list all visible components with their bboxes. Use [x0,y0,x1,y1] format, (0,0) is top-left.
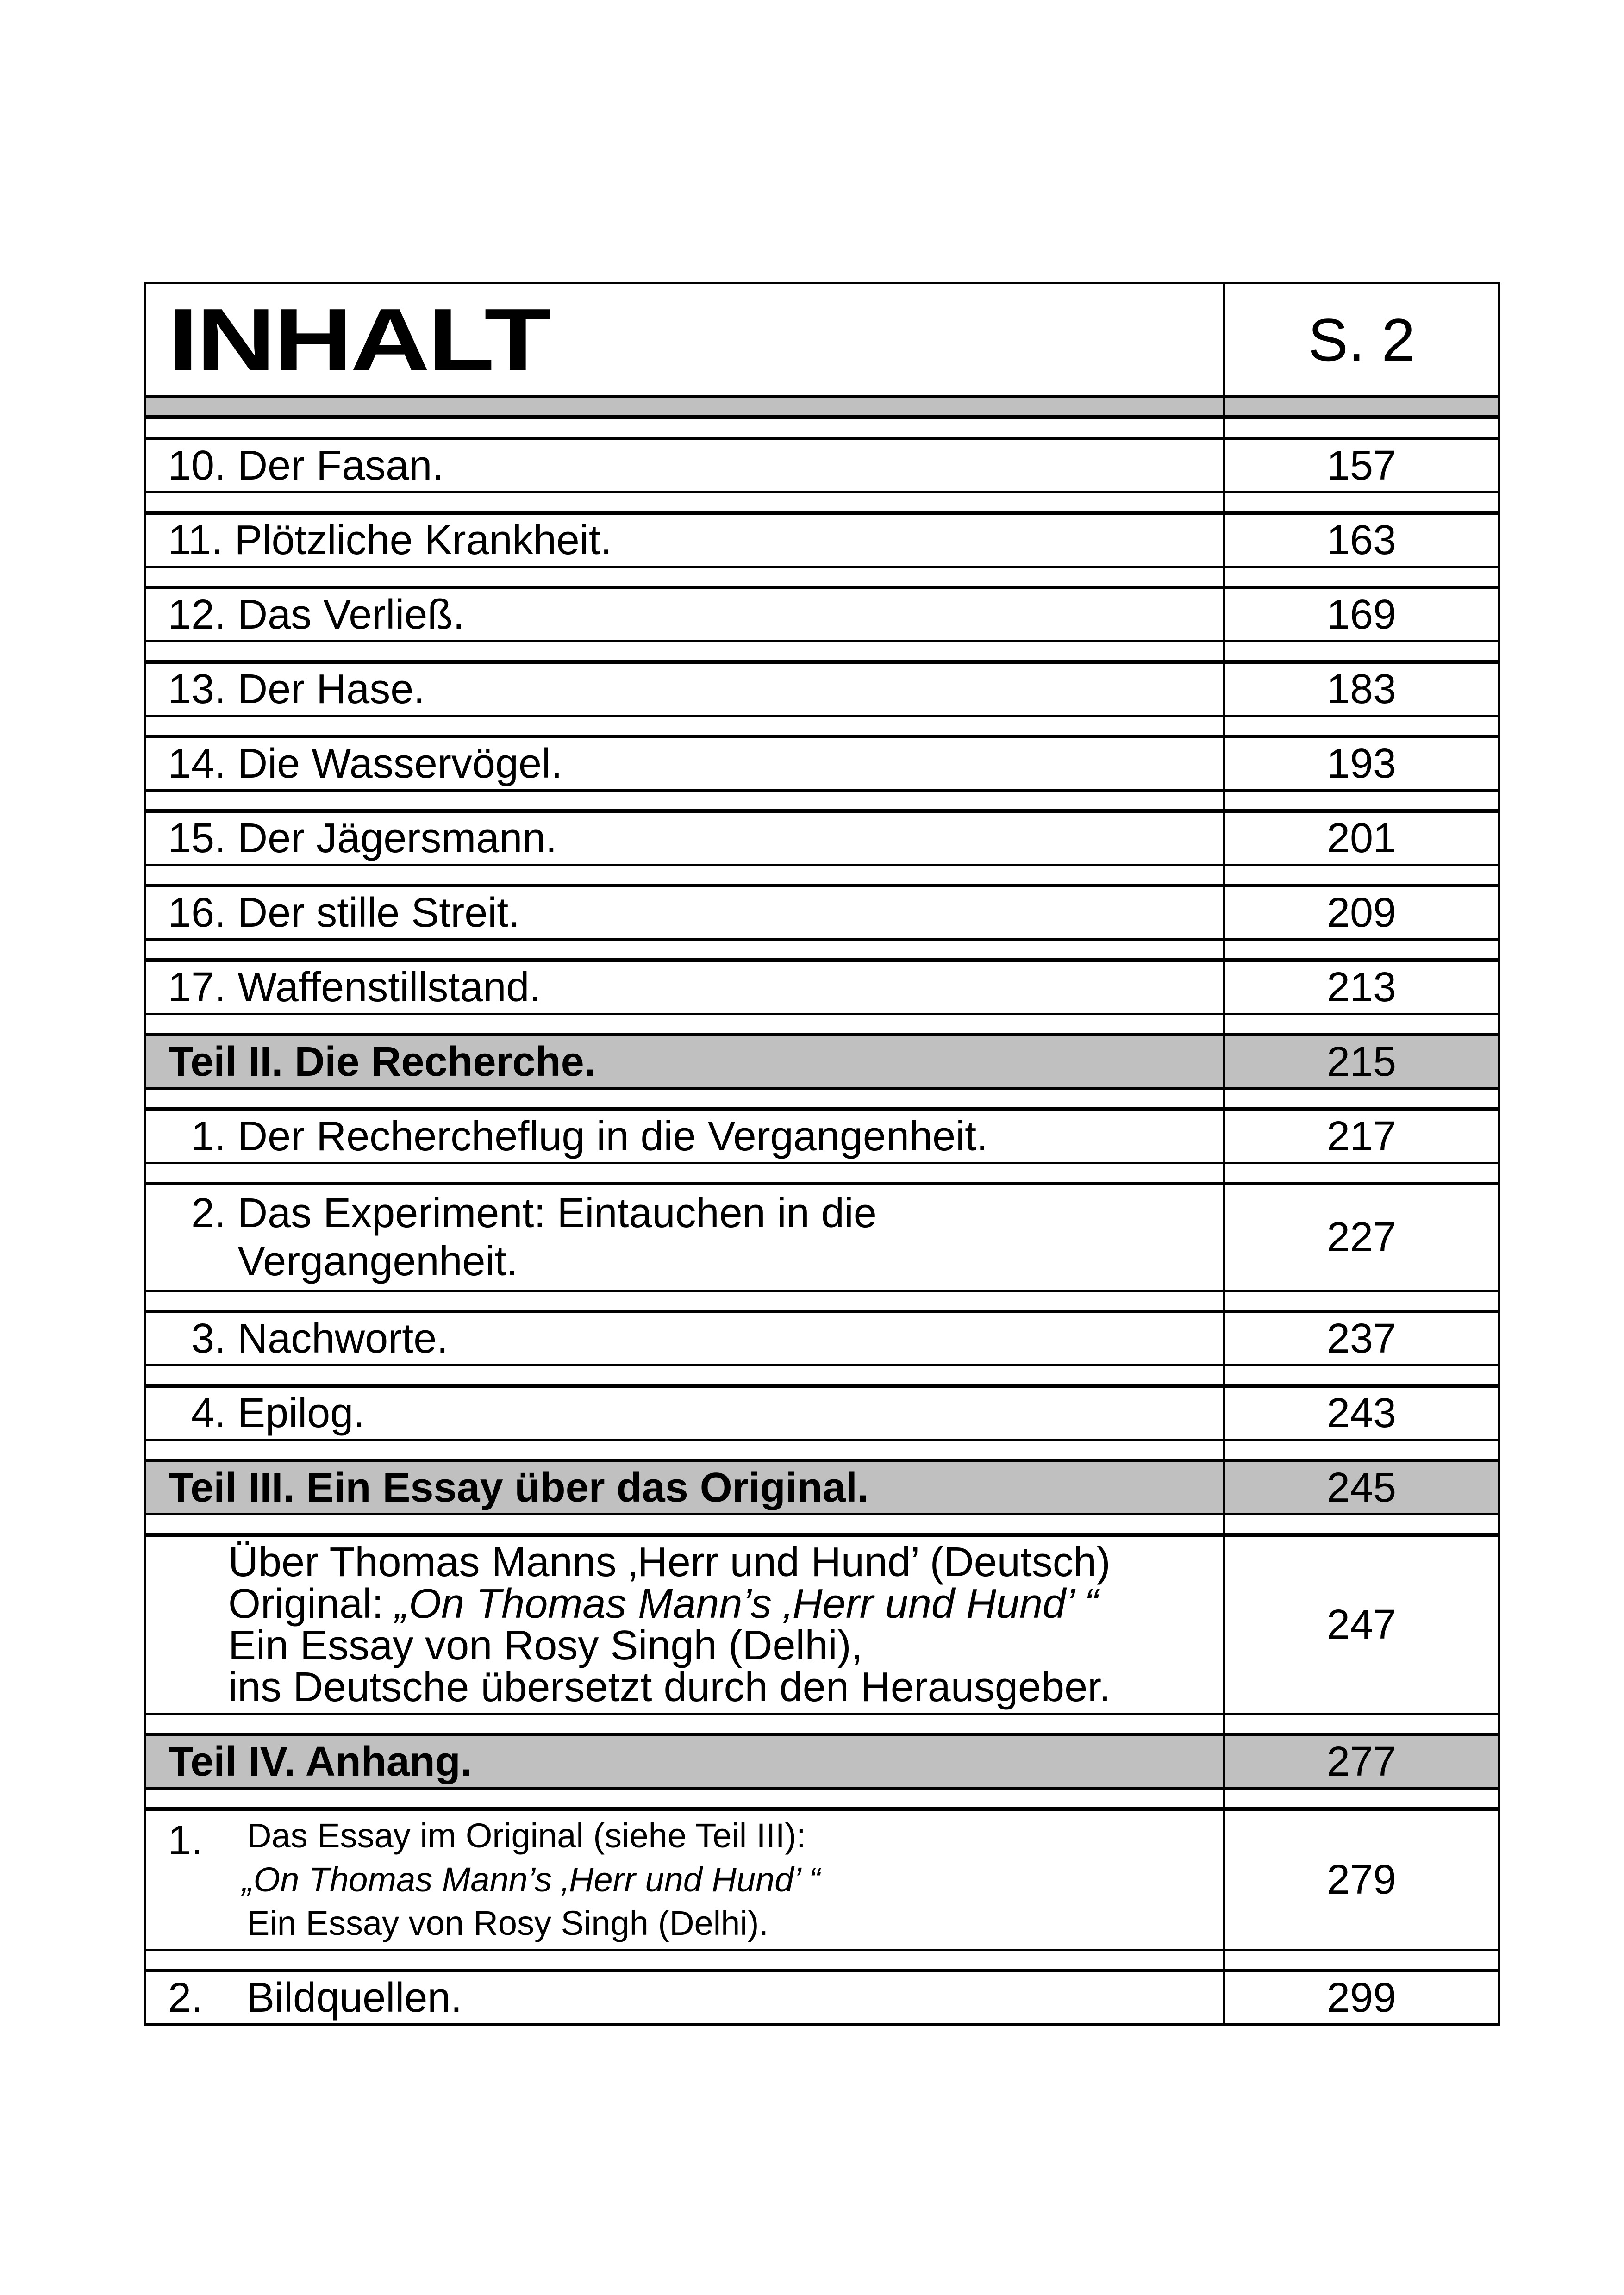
spacer-row [145,417,1499,438]
spacer-row [145,1089,1499,1110]
spacer-row [145,493,1499,513]
spacer-row [145,940,1499,960]
toc-entry: 10. Der Fasan. 157 [145,438,1499,493]
toc-entry: 12. Das Verließ. 169 [145,587,1499,642]
toc-entry: 3. Nachworte. 237 [145,1311,1499,1366]
toc-entry: 2. Das Experiment: Eintauchen in die Vergangenheit. 227 [145,1184,1499,1291]
section-heading-part3: Teil III. Ein Essay über das Original. 245 [145,1460,1499,1515]
spacer-row [145,1789,1499,1809]
spacer-row [145,865,1499,886]
spacer-row [145,1291,1499,1312]
toc-entry: 11. Plötzliche Krankheit. 163 [145,513,1499,567]
toc-entry: 1. Das Essay im Original (siehe Teil III): „On Thomas Mann’s ‚Herr und Hund’ “ Ein Essay von Rosy Singh (Delhi). 279 [145,1809,1499,1950]
spacer-row [145,567,1499,588]
spacer-row [145,642,1499,662]
entry-label: Der Rechercheflug in die Vergangenheit. [237,1113,988,1160]
spacer-row [145,1714,1499,1735]
section-heading-part2: Teil II. Die Recherche. 215 [145,1035,1499,1089]
entry-label: Nachworte. [237,1316,449,1362]
entry-label: Das Experiment: Eintauchen in die Vergangenheit. [237,1190,877,1285]
spacer-row [145,1515,1499,1535]
spacer-row [145,1950,1499,1971]
toc-entry: 13. Der Hase. 183 [145,662,1499,716]
spacer-row [145,716,1499,737]
table-of-contents [144,282,1500,2026]
spacer-row [145,1366,1499,1386]
toc-entry: 2. Bildquellen. 299 [145,1971,1499,2025]
toc-entry: 17. Waffenstillstand. 213 [145,960,1499,1014]
toc-entry: 15. Der Jägersmann. 201 [145,811,1499,865]
spacer-row [145,1163,1499,1184]
toc-entry: 16. Der stille Streit. 209 [145,886,1499,940]
section-heading-part4: Teil IV. Anhang. 277 [145,1734,1499,1789]
entry-label: Epilog. [237,1390,365,1436]
spacer-row [145,1014,1499,1035]
toc-entry: 1. Der Rechercheflug in die Vergangenheit. 217 [145,1109,1499,1163]
spacer-row [145,397,1499,418]
spacer-row [145,1440,1499,1461]
contents-title-logo: INHALT [168,291,550,389]
page-number: S. 2 [1308,306,1415,374]
toc-header-row [145,283,1499,397]
toc-entry-essay: Über Thomas Manns ‚Herr und Hund’ (Deutsch) Original: „On Thomas Mann’s ‚Herr und Hund’ “ Ein Essay von Rosy Singh (Delhi), ins Deutsche übersetzt durch den Herausgeber. 247 [145,1535,1499,1714]
toc-entry: 4. Epilog. 243 [145,1386,1499,1440]
spacer-row [145,791,1499,811]
toc-entry: 14. Die Wasservögel. 193 [145,736,1499,791]
